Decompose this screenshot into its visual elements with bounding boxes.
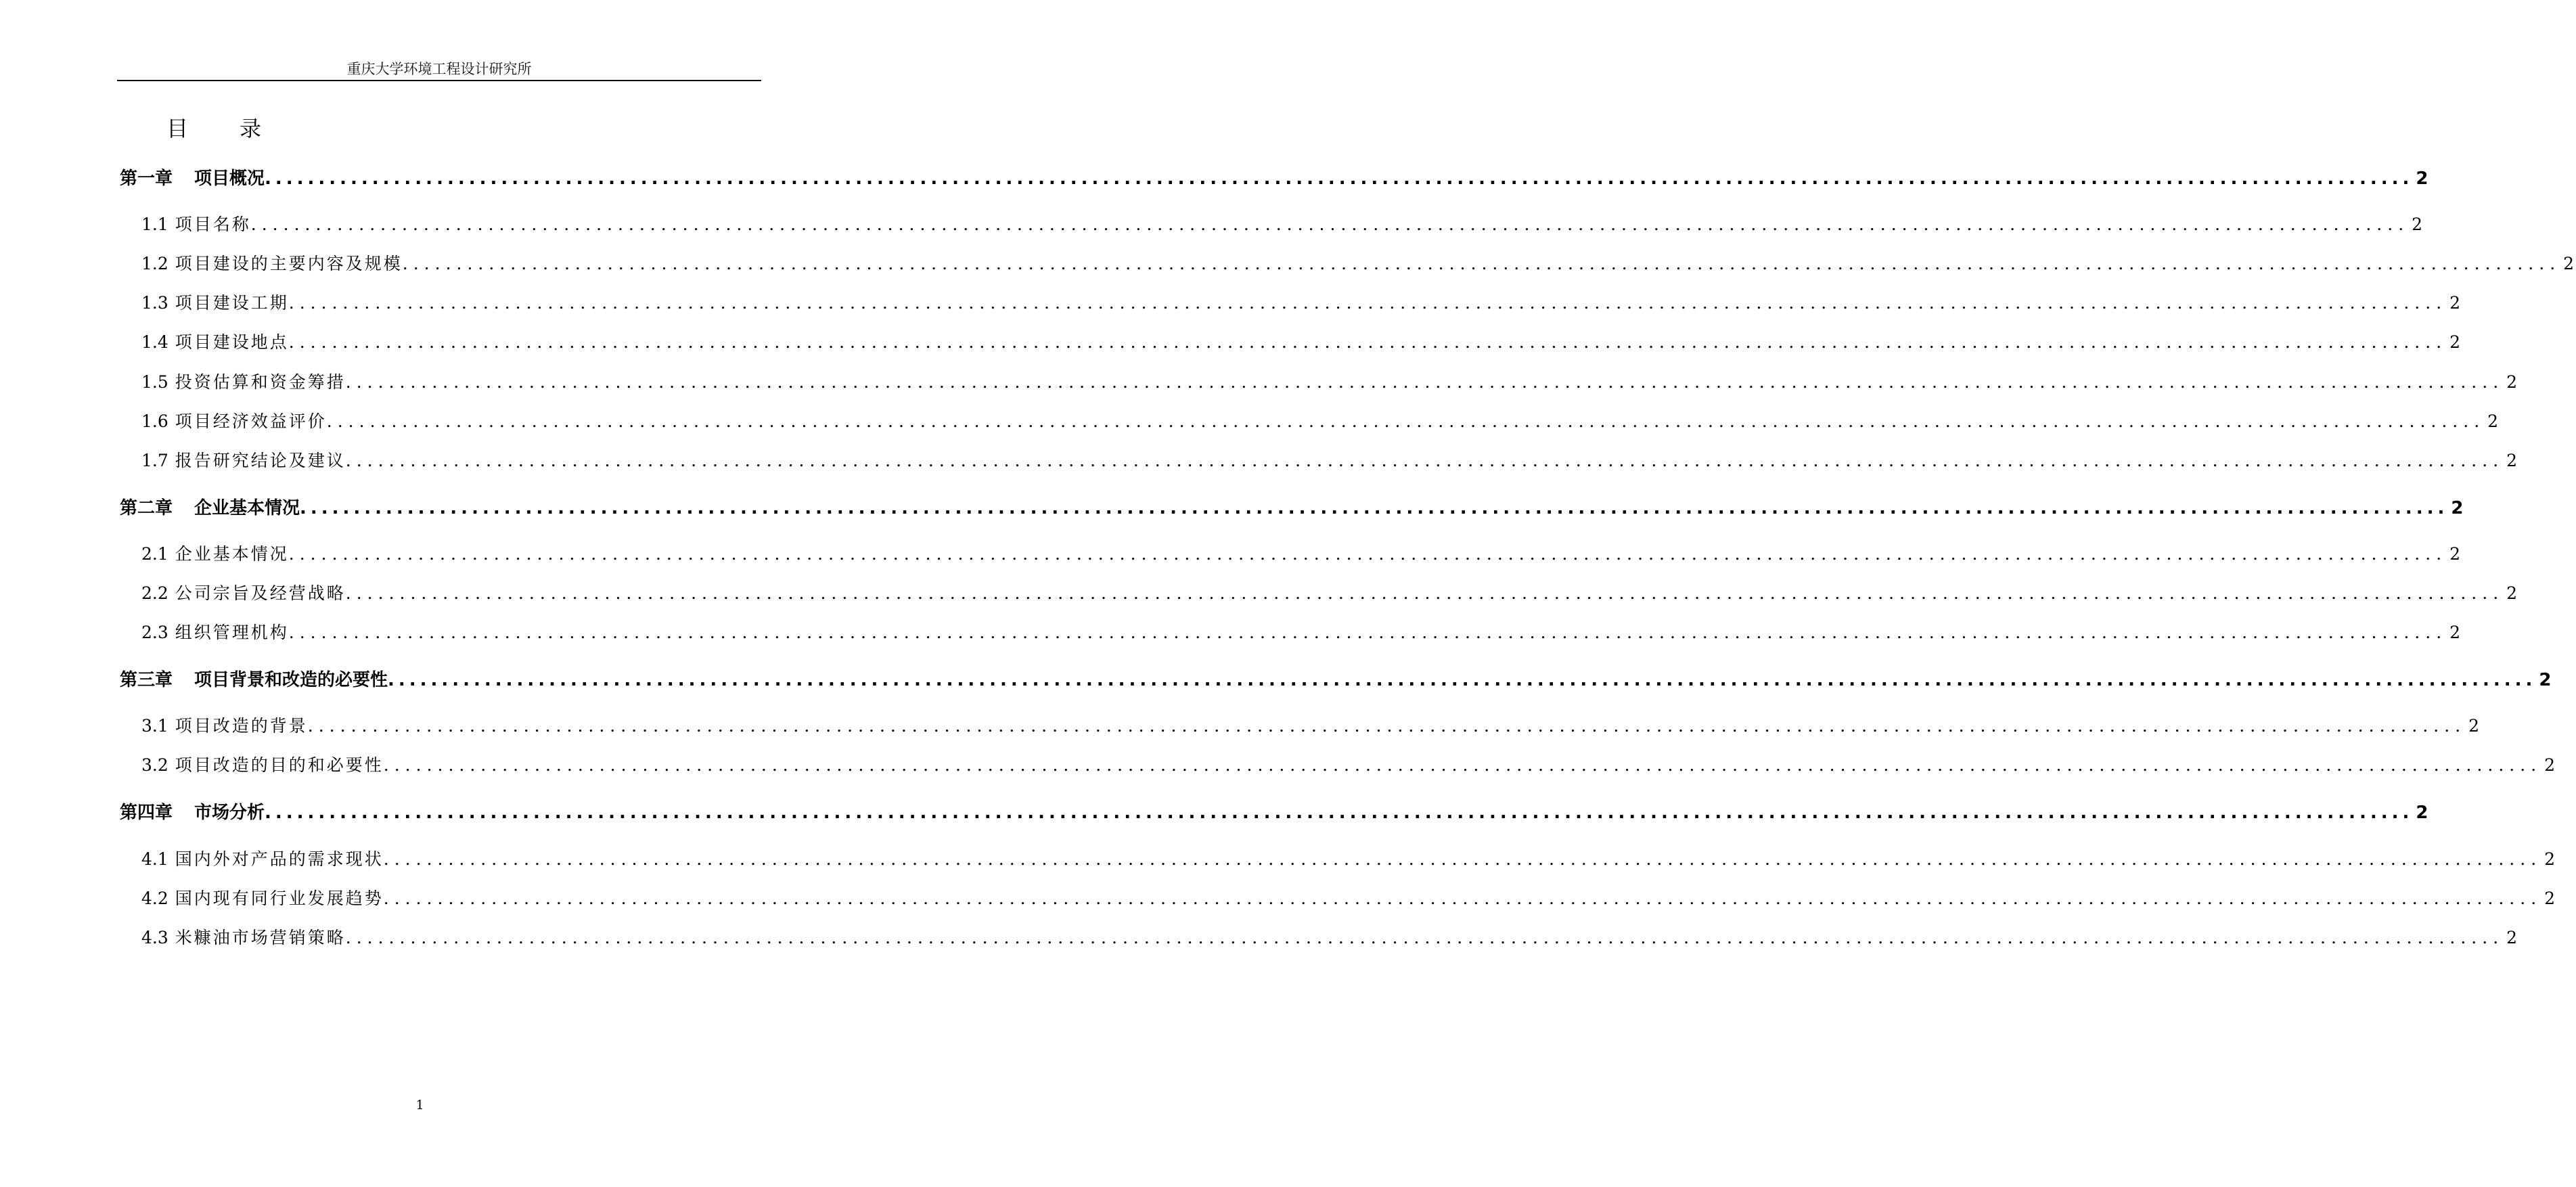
- toc-entry-label: [141, 290, 289, 314]
- toc-entry-label: [141, 924, 346, 949]
- toc-dot-leader: ........................................................................................................................................................................................................: [265, 803, 2414, 823]
- toc-entry-page: 2: [2449, 293, 2463, 313]
- toc-dot-leader: ........................................................................................................................................................................................................: [402, 254, 2561, 273]
- toc-entry-label: [141, 580, 346, 604]
- toc-entry-number: 4.1: [141, 849, 168, 869]
- toc-entry-label: [141, 329, 289, 353]
- toc-entry-title: 项目名称: [175, 215, 251, 234]
- toc-entry-title: 项目经济效益评价: [175, 411, 327, 431]
- toc-entry-number: 1.2: [141, 254, 168, 273]
- toc-dot-leader: ........................................................................................................................................................................................................: [307, 716, 2466, 736]
- toc-entry-number: 1.7: [141, 451, 168, 470]
- toc-entry-title: 组织管理机构: [175, 623, 289, 642]
- toc-chapter-entry[interactable]: [120, 666, 2552, 693]
- toc-entry-page: 2: [2506, 451, 2520, 470]
- toc-entry-number: 第四章: [120, 803, 173, 823]
- toc-section-entry[interactable]: [141, 885, 2558, 912]
- toc-section-entry[interactable]: [141, 713, 2482, 740]
- toc-entry-title: 国内外对产品的需求现状: [175, 849, 384, 869]
- toc-entry-title: 企业基本情况: [194, 498, 300, 518]
- toc-entry-number: 第一章: [120, 169, 173, 189]
- toc-entry-number: 1.5: [141, 372, 168, 392]
- toc-entry-page: 2: [2544, 755, 2558, 775]
- toc-entry-page: 2: [2544, 889, 2558, 908]
- toc-dot-leader: ........................................................................................................................................................................................................: [388, 670, 2537, 690]
- toc-entry-page: 2: [2412, 215, 2425, 234]
- toc-entry-page: 2: [2544, 849, 2558, 869]
- toc-entry-label: [141, 885, 384, 910]
- toc-section-entry[interactable]: [141, 329, 2463, 356]
- toc-entry-number: 2.1: [141, 544, 168, 564]
- toc-entry-title: 企业基本情况: [175, 544, 289, 564]
- toc-entry-label: [120, 666, 388, 691]
- toc-entry-label: [141, 250, 403, 275]
- toc-dot-leader: ........................................................................................................................................................................................................: [300, 498, 2449, 518]
- toc-entry-number: 第三章: [120, 670, 173, 690]
- toc-entry-number: 4.2: [141, 889, 168, 908]
- toc-entry-number: 1.3: [141, 293, 168, 313]
- toc-chapter-entry[interactable]: [120, 164, 2428, 192]
- toc-entry-number: 2.2: [141, 583, 168, 603]
- toc-entry-number: 3.1: [141, 716, 168, 736]
- running-header: 重庆大学环境工程设计研究所: [346, 61, 532, 77]
- toc-section-entry[interactable]: [141, 290, 2463, 317]
- toc-entry-page: 2: [2449, 544, 2463, 564]
- toc-dot-leader: ........................................................................................................................................................................................................: [383, 889, 2542, 908]
- toc-entry-page: 2: [2468, 716, 2482, 736]
- toc-entry-title: 市场分析: [194, 803, 265, 823]
- toc-section-entry[interactable]: [141, 619, 2463, 646]
- toc-section-entry[interactable]: [141, 924, 2520, 951]
- toc-entry-page: 2: [2506, 583, 2520, 603]
- toc-dot-leader: ........................................................................................................................................................................................................: [288, 623, 2447, 642]
- toc-entry-page: 2: [2416, 169, 2428, 189]
- toc-dot-leader: ........................................................................................................................................................................................................: [288, 332, 2447, 352]
- toc-section-entry[interactable]: [141, 408, 2501, 435]
- toc-entry-page: 2: [2539, 670, 2552, 690]
- toc-entry-label: [141, 846, 384, 870]
- toc-section-entry[interactable]: [141, 752, 2558, 779]
- toc-entry-label: [141, 619, 289, 644]
- toc-entry-label: [120, 799, 265, 824]
- toc-entry-title: 国内现有同行业发展趋势: [175, 889, 384, 908]
- toc-entry-number: 1.1: [141, 215, 168, 234]
- toc-entry-title: 公司宗旨及经营战略: [175, 583, 346, 603]
- toc-entry-label: [141, 369, 346, 393]
- toc-section-entry[interactable]: [141, 447, 2520, 474]
- toc-entry-number: 1.4: [141, 332, 168, 352]
- toc-title: 目录: [166, 116, 313, 141]
- toc-entry-title: 项目改造的目的和必要性: [175, 755, 384, 775]
- toc-entry-page: 2: [2449, 623, 2463, 642]
- toc-section-entry[interactable]: [141, 250, 2576, 277]
- toc-entry-title: 项目改造的背景: [175, 716, 308, 736]
- toc-dot-leader: ........................................................................................................................................................................................................: [383, 849, 2542, 869]
- toc-dot-leader: ........................................................................................................................................................................................................: [250, 215, 2410, 234]
- toc-entry-title: 米糠油市场营销策略: [175, 928, 346, 947]
- page-number: 1: [415, 1098, 424, 1113]
- toc-chapter-entry[interactable]: [120, 799, 2428, 826]
- toc-chapter-entry[interactable]: [120, 494, 2464, 521]
- toc-section-entry[interactable]: [141, 846, 2558, 873]
- toc-dot-leader: ........................................................................................................................................................................................................: [288, 293, 2447, 313]
- toc-section-entry[interactable]: [141, 541, 2463, 568]
- toc-entry-title: 项目建设地点: [175, 332, 289, 352]
- toc-section-entry[interactable]: [141, 369, 2520, 396]
- toc-entry-label: [120, 164, 265, 189]
- toc-entry-number: 4.3: [141, 928, 168, 947]
- toc-entry-label: [120, 494, 300, 519]
- toc-dot-leader: ........................................................................................................................................................................................................: [345, 928, 2504, 947]
- toc-entry-title: 项目建设的主要内容及规模: [175, 254, 403, 273]
- toc-entry-page: 2: [2449, 332, 2463, 352]
- toc-entry-number: 2.3: [141, 623, 168, 642]
- toc-entry-number: 第二章: [120, 498, 173, 518]
- toc-entry-label: [141, 713, 308, 737]
- toc-entry-label: [141, 541, 289, 565]
- toc-dot-leader: ........................................................................................................................................................................................................: [265, 169, 2414, 189]
- toc-entry-page: 2: [2563, 254, 2576, 273]
- toc-entry-title: 报告研究结论及建议: [175, 451, 346, 470]
- toc-dot-leader: ........................................................................................................................................................................................................: [345, 583, 2504, 603]
- toc-entry-title: 项目概况: [194, 169, 265, 189]
- toc-entry-page: 2: [2506, 928, 2520, 947]
- toc-entry-label: [141, 408, 327, 432]
- toc-dot-leader: ........................................................................................................................................................................................................: [326, 411, 2485, 431]
- toc-entry-number: 3.2: [141, 755, 168, 775]
- toc-section-entry[interactable]: [141, 580, 2520, 607]
- toc-entry-title: 投资估算和资金筹措: [175, 372, 346, 392]
- toc-dot-leader: ........................................................................................................................................................................................................: [383, 755, 2542, 775]
- toc-dot-leader: ........................................................................................................................................................................................................: [345, 372, 2504, 392]
- toc-section-entry[interactable]: [141, 211, 2425, 238]
- toc-dot-leader: ........................................................................................................................................................................................................: [345, 451, 2504, 470]
- toc-entry-label: [141, 447, 346, 472]
- toc-entry-title: 项目建设工期: [175, 293, 289, 313]
- toc-entry-number: 1.6: [141, 411, 168, 431]
- toc-entry-page: 2: [2506, 372, 2520, 392]
- toc-dot-leader: ........................................................................................................................................................................................................: [288, 544, 2447, 564]
- toc-entry-title: 项目背景和改造的必要性: [194, 670, 388, 690]
- toc-entry-page: 2: [2451, 498, 2464, 518]
- toc-entry-label: [141, 211, 251, 236]
- toc-entry-page: 2: [2416, 803, 2428, 823]
- toc-entry-label: [141, 752, 384, 776]
- toc-entry-page: 2: [2487, 411, 2501, 431]
